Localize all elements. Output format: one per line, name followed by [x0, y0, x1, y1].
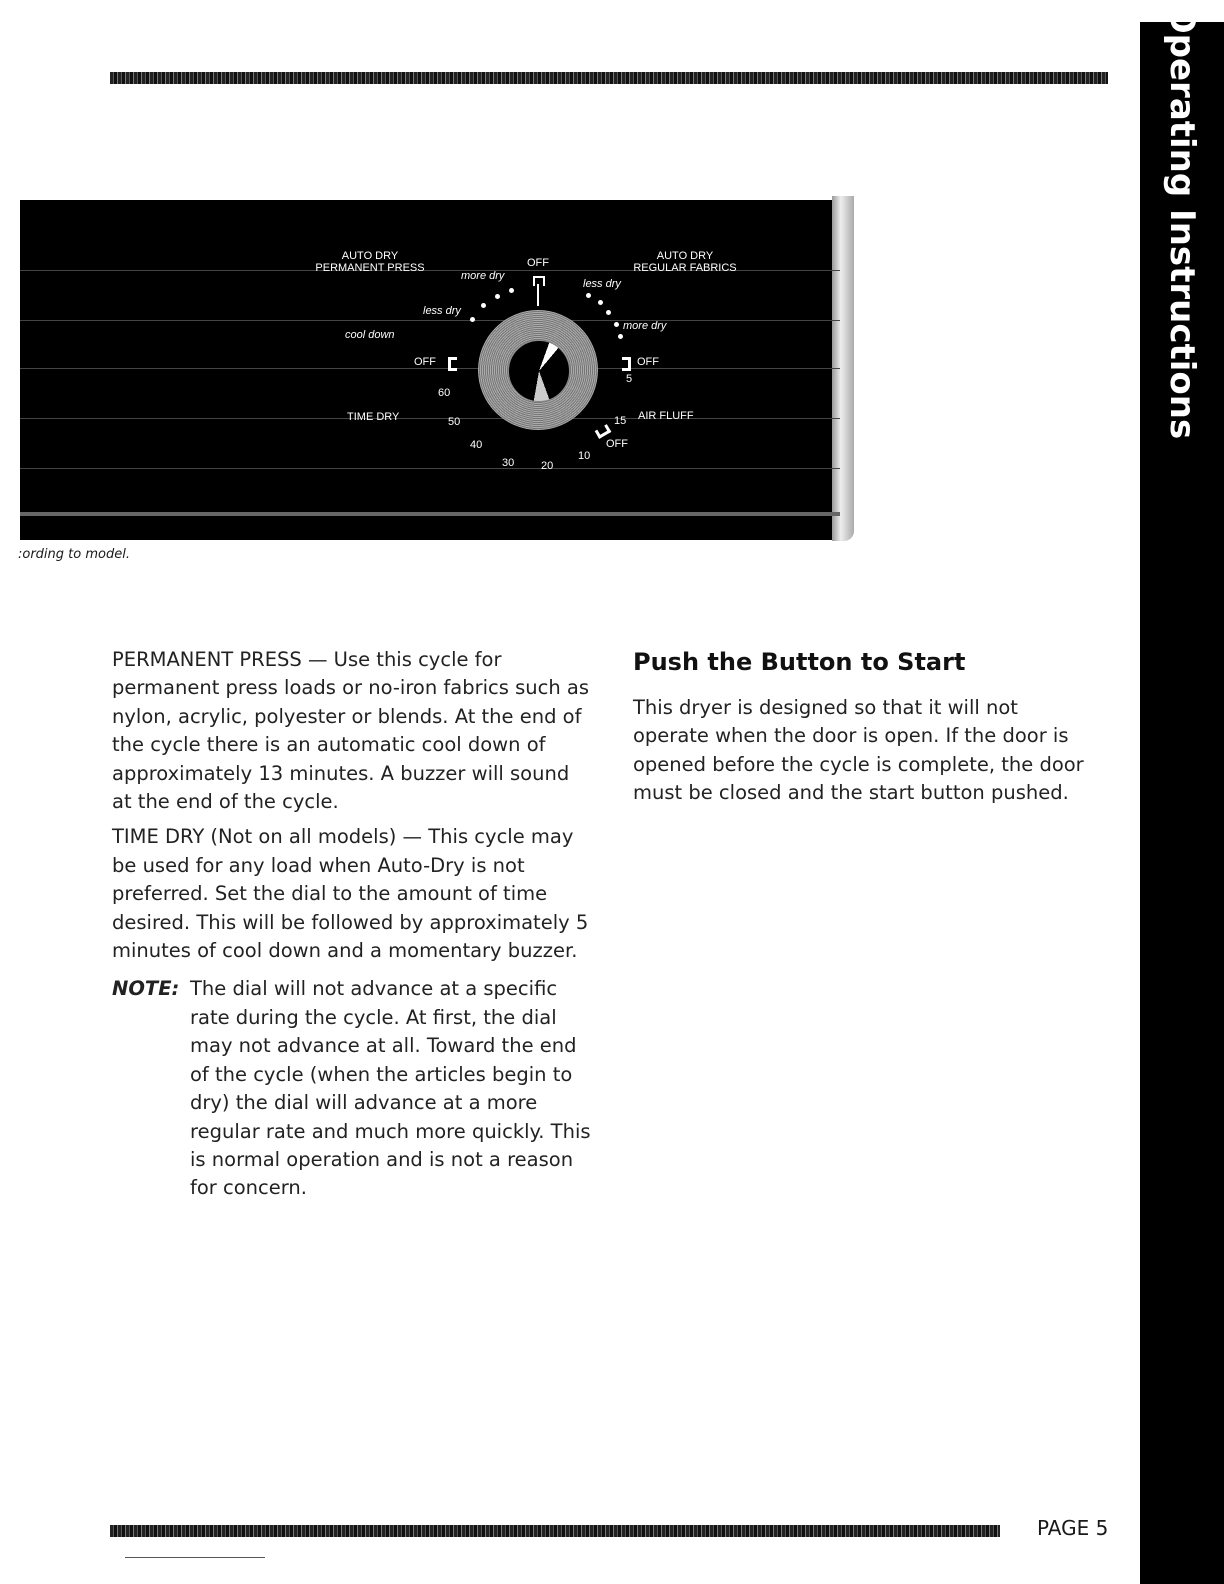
section-heading: Push the Button to Start [633, 648, 966, 676]
note [112, 975, 592, 1202]
off-marker-right [622, 357, 631, 371]
label-time-dry: TIME DRY [347, 411, 400, 423]
dial-pointer-line [537, 284, 539, 306]
note-text: The dial will not advance at a specific rate during the cycle. At first, the dial may not advance at all. Toward the end of the cycle (when the articles begin to dry) the dial will advance at a more regular rate and much more quickly. This is normal operation and is not a reason for concern. [190, 977, 591, 1200]
time-mark-60: 60 [438, 387, 451, 399]
time-mark-20: 20 [541, 460, 554, 472]
time-mark-10: 10 [578, 450, 591, 462]
dial-knob [508, 340, 570, 402]
label-cool-down: cool down [345, 329, 395, 341]
label-air-fluff: AIR FLUFF [638, 410, 694, 422]
label-auto-dry-pp: AUTO DRY PERMANENT PRESS [315, 250, 425, 274]
label-air-off: OFF [606, 438, 628, 450]
note-label: NOTE: [112, 977, 180, 1001]
label-top-off: OFF [527, 257, 549, 269]
air-mark-5: 5 [626, 373, 633, 385]
time-mark-40: 40 [470, 439, 483, 451]
page-number: PAGE 5 [1037, 1516, 1109, 1540]
left-column [112, 646, 592, 1203]
section-body: This dryer is designed so that it will not operate when the door is open. If the door is opened before the cycle is complete, the door must be closed and the start button pushed. [633, 696, 1084, 805]
label-left-off: OFF [414, 356, 436, 368]
label-right-more-dry: more dry [623, 320, 667, 332]
air-mark-15: 15 [614, 415, 627, 427]
sidebar-title: Operating Instructions [1162, 4, 1202, 440]
label-left-less-dry: less dry [423, 305, 461, 317]
label-right-off: OFF [637, 356, 659, 368]
label-left-more-dry: more dry [461, 270, 505, 282]
time-mark-50: 50 [448, 416, 461, 428]
off-marker-left [448, 357, 457, 371]
footer-line [125, 1557, 265, 1558]
bottom-rule [110, 1525, 1000, 1537]
image-caption: :ording to model. [18, 547, 130, 562]
top-rule [110, 72, 1108, 84]
label-auto-dry-rf: AUTO DRY REGULAR FABRICS [633, 250, 737, 274]
paragraph-time-dry: TIME DRY (Not on all models) — This cycle may be used for any load when Auto-Dry is not preferred. Set the dial to the amount of time desired. This will be followed by approximately 5 minutes of cool down and a momentary buzzer. [112, 825, 589, 963]
paragraph-permanent-press: PERMANENT PRESS — Use this cycle for permanent press loads or no-iron fabrics such as nylon, acrylic, polyester or blends. At the end of the cycle there is an automatic cool down of approximately 13 minutes. A buzzer will sound at the end of the cycle. [112, 648, 590, 814]
time-mark-30: 30 [502, 457, 515, 469]
off-marker-top [533, 276, 545, 286]
label-right-less-dry: less dry [583, 278, 621, 290]
